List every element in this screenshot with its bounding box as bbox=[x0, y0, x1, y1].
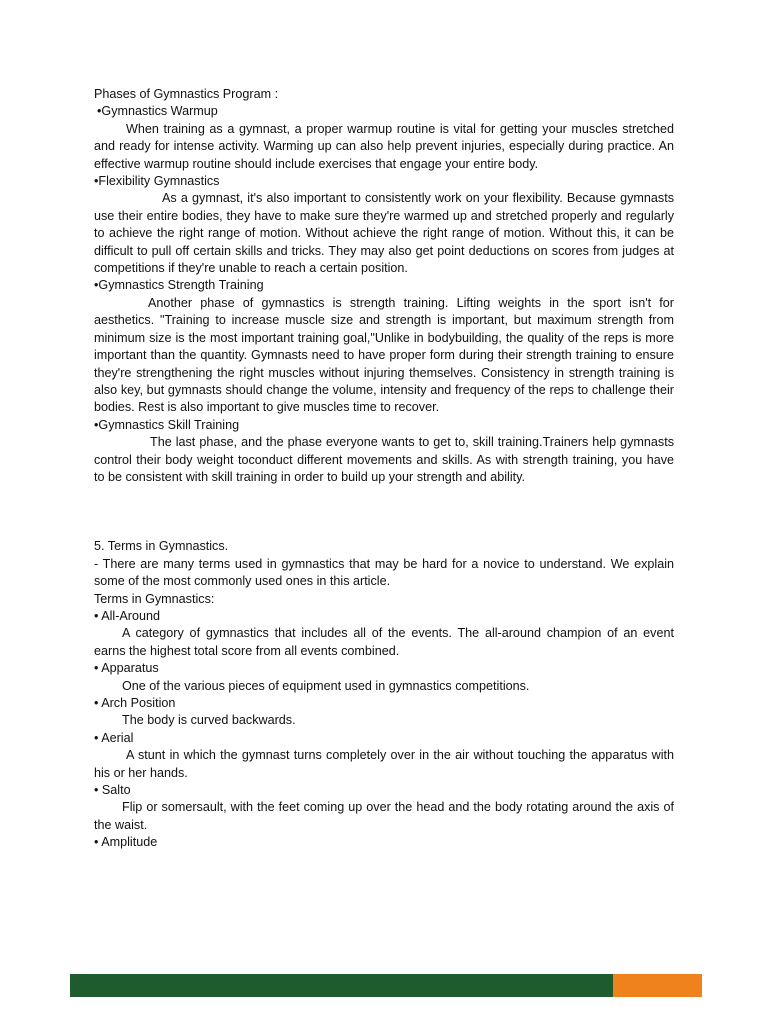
terms-intro: - There are many terms used in gymnastics that may be hard for a novice to understand. We explain some of the most commonly used ones in this article. bbox=[94, 556, 674, 589]
section-body-strength: Another phase of gymnastics is strength training. Lifting weights in the sport isn't for aesthetics. "Training to increase muscle size and strength is important, but maximum strength from minimum size is the most important training goal,"Unlike in bodybuilding, the quality of the reps is more important than the quantity. Gymnasts need to have proper form during their strength training to ensure they're strengthening the right muscles without injuring themselves. Consistency in strength training is also key, but gymnasts should change the volume, intensity and frequency of the reps to challenge their bodies. Rest is also important to give muscles time to recover. bbox=[94, 295, 674, 415]
term-all-around: • All-Around bbox=[94, 608, 161, 623]
definition-apparatus: One of the various pieces of equipment used in gymnastics competitions. bbox=[122, 678, 530, 693]
term-aerial: • Aerial bbox=[94, 730, 134, 745]
footer-bar bbox=[70, 974, 702, 997]
term-amplitude: • Amplitude bbox=[94, 835, 158, 850]
definition-aerial: A stunt in which the gymnast turns completely over in the air without touching the apparatus with his or her hands. bbox=[94, 748, 674, 780]
document-page bbox=[94, 86, 674, 852]
section-heading-skill: •Gymnastics Skill Training bbox=[94, 417, 240, 432]
definition-arch-position: The body is curved backwards. bbox=[122, 713, 296, 728]
section-heading-warmup: •Gymnastics Warmup bbox=[97, 104, 218, 119]
definition-salto: Flip or somersault, with the feet coming up over the head and the body rotating around the axis of the waist. bbox=[94, 800, 674, 832]
definition-all-around: A category of gymnastics that includes all of the events. The all-around champion of an event earns the highest total score from all events combined. bbox=[94, 626, 674, 658]
term-salto: • Salto bbox=[94, 783, 131, 798]
footer-green-segment bbox=[70, 974, 613, 997]
footer-orange-segment bbox=[613, 974, 702, 997]
section-heading-strength: •Gymnastics Strength Training bbox=[94, 278, 264, 293]
terms-label: Terms in Gymnastics: bbox=[94, 591, 215, 606]
section-body-skill: The last phase, and the phase everyone wants to get to, skill training.Trainers help gymnasts control their body weight toconduct different movements and skills. As with strength training, you have to be consistent with skill training in order to build up your strength and ability. bbox=[94, 435, 674, 484]
section-spacer bbox=[94, 486, 674, 538]
terms-heading: 5. Terms in Gymnastics. bbox=[94, 539, 229, 554]
section-body-warmup: When training as a gymnast, a proper warmup routine is vital for getting your muscles stretched and ready for intense activity. Warming up can also help prevent injuries, especially during practice. An effective warmup routine should include exercises that engage your entire body. bbox=[94, 121, 674, 171]
document-title: Phases of Gymnastics Program : bbox=[94, 87, 279, 101]
term-apparatus: • Apparatus bbox=[94, 661, 159, 676]
term-arch-position: • Arch Position bbox=[94, 696, 176, 710]
section-body-flexibility: As a gymnast, it's also important to consistently work on your flexibility. Because gymnasts use their entire bodies, they have to make sure they're warmed up and stretched properly and regularly to achieve the right range of motion. Without achieve the right range of motion. Without this, it can be difficult to pull off certain skills and tricks. They may also get point deductions on scores from judges at competitions if they're unable to reach a certain position. bbox=[94, 191, 674, 276]
section-heading-flexibility: •Flexibility Gymnastics bbox=[94, 174, 220, 189]
